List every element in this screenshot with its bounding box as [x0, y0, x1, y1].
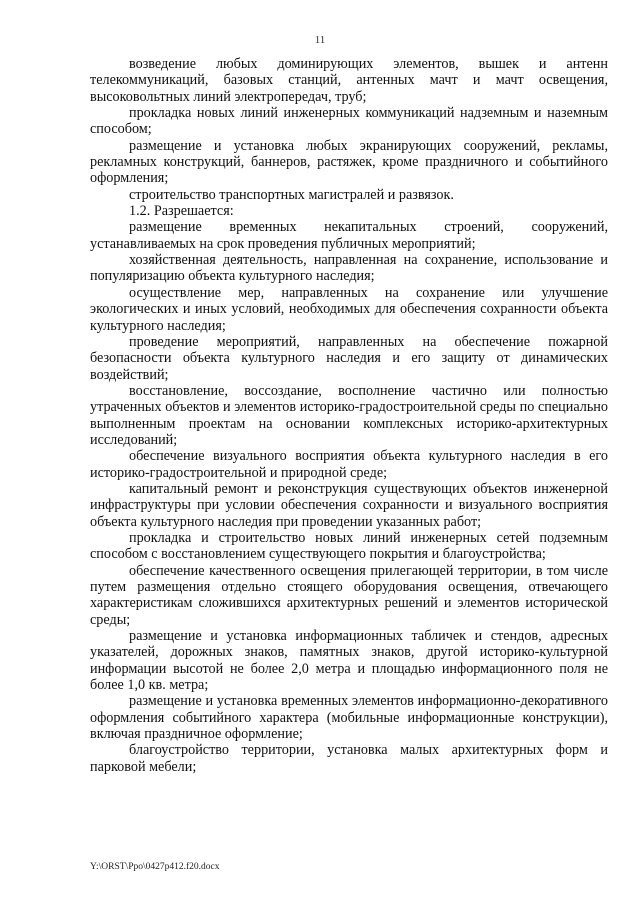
paragraph: капитальный ремонт и реконструкция существующих объектов инженерной инфраструктуры при условии обеспечения сохранности и визуального восприятия объекта культурного наследия при проведении указанных работ; [90, 480, 608, 530]
page-number: 11 [314, 34, 326, 46]
paragraph: обеспечение визуального восприятия объекта культурного наследия в его историко-градостроительной и природной среде; [90, 448, 608, 481]
paragraph: хозяйственная деятельность, направленная на сохранение, использование и популяризацию объекта культурного наследия; [90, 252, 608, 285]
paragraph: прокладка новых линий инженерных коммуникаций надземным и наземным способом; [90, 105, 608, 138]
paragraph: размещение и установка любых экранирующих сооружений, рекламы, рекламных конструкций, баннеров, растяжек, кроме праздничного и событийного оформления; [90, 137, 608, 187]
paragraph: строительство транспортных магистралей и развязок. [129, 186, 454, 203]
paragraph: размещение и установка временных элементов информационно-декоративного оформления событийного характера (мобильные информационные конструкции), включая праздничное оформление; [90, 693, 608, 743]
paragraph: проведение мероприятий, направленных на обеспечение пожарной безопасности объекта культурного наследия и его защиту от динамических воздействий; [90, 333, 608, 383]
section-heading: 1.2. Разрешается: [129, 203, 234, 220]
paragraph: благоустройство территории, установка малых архитектурных форм и парковой мебели; [90, 742, 608, 775]
paragraph: размещение и установка информационных табличек и стендов, адресных указателей, дорожных знаков, памятных знаков, другой историко-культурной информации высотой не более 2,0 метра и площадью информационного поля не более 1,0 кв. метра; [90, 628, 608, 694]
paragraph: обеспечение качественного освещения прилегающей территории, в том числе путем размещения отдельно стоящего оборудования освещения, отвечающего характеристикам сложившихся архитектурных решений и элементов исторической среды; [90, 562, 608, 628]
paragraph: возведение любых доминирующих элементов, вышек и антенн телекоммуникаций, базовых станций, антенных мачт и мачт освещения, высоковольтных линий электропередач, труб; [90, 56, 608, 105]
paragraph: восстановление, воссоздание, восполнение частично или полностью утраченных объектов и элементов историко-градостроительной среды по специально выполненным проектам на основании комплексных историко-архитектурных исследований; [90, 382, 608, 448]
document-body [90, 56, 608, 775]
paragraph: размещение временных некапитальных строений, сооружений, устанавливаемых на срок проведения публичных мероприятий; [90, 219, 608, 252]
file-path-footer: Y:\ORST\Ppo\0427p412.f20.docx [90, 862, 220, 872]
paragraph: прокладка и строительство новых линий инженерных сетей подземным способом с восстановлением существующего покрытия и благоустройства; [90, 529, 608, 563]
paragraph: осуществление мер, направленных на сохранение или улучшение экологических и иных условий, необходимых для обеспечения сохранности объекта культурного наследия; [90, 284, 608, 334]
